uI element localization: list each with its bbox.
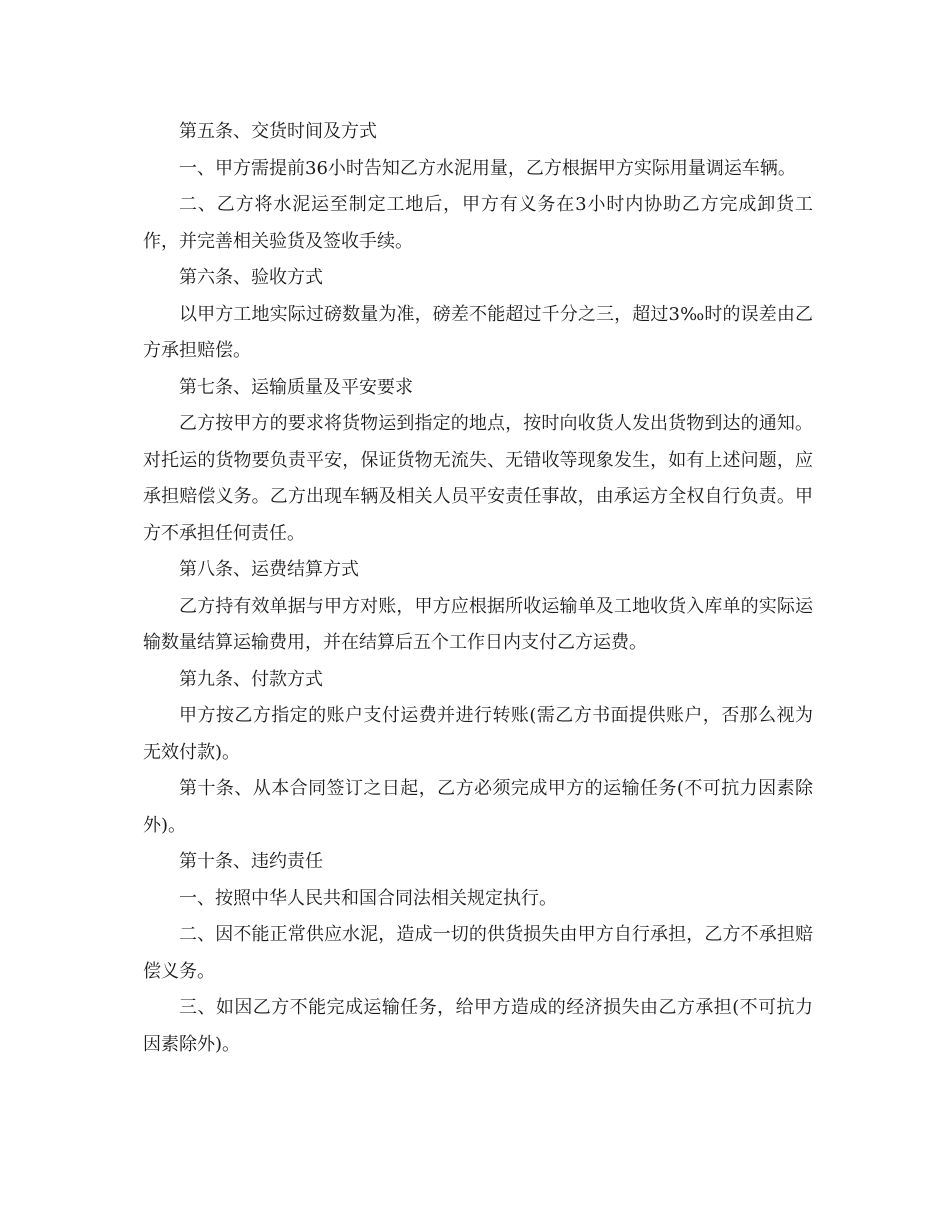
article-8-heading: 第八条、运费结算方式: [179, 559, 359, 580]
article-5-clause-1: 一、甲方需提前36小时告知乙方水泥用量，乙方根据甲方实际用量调运车辆。: [179, 157, 796, 179]
article-10b-clause-1: 一、按照中华人民共和国合同法相关规定执行。: [179, 887, 557, 909]
article-10b-heading: 第十条、违约责任: [179, 851, 323, 872]
article-9-heading: 第九条、付款方式: [179, 668, 323, 690]
article-8-body: 乙方持有效单据与甲方对账，甲方应根据所收运输单及工地收货入库单的实际运输数量结算运输费用，并在结算后五个工作日内支付乙方运费。: [143, 595, 813, 653]
article-10b-clause-2: 二、因不能正常供应水泥，造成一切的供货损失由甲方自行承担，乙方不承担赔偿义务。: [143, 924, 813, 982]
document-body: [143, 114, 813, 1063]
article-10-paragraph: 第十条、从本合同签订之日起，乙方必须完成甲方的运输任务(不可抗力因素除外)。: [143, 778, 813, 836]
article-7-heading: 第七条、运输质量及平安要求: [179, 376, 413, 398]
article-6-heading: 第六条、验收方式: [179, 267, 323, 288]
article-7-body: 乙方按甲方的要求将货物运到指定的地点，按时向收货人发出货物到达的通知。对托运的货物要负责平安，保证货物无流失、无错收等现象发生，如有上述问题，应承担赔偿义务。乙方出现车辆及相关人员平安责任事故，由承运方全权自行负责。甲方不承担任何责任。: [143, 413, 813, 544]
article-6-body: 以甲方工地实际过磅数量为准，磅差不能超过千分之三，超过3‰时的误差由乙方承担赔偿。: [143, 303, 813, 361]
article-5-clause-2: 二、乙方将水泥运至制定工地后，甲方有义务在3小时内协助乙方完成卸货工作，并完善相关验货及签收手续。: [143, 194, 813, 252]
article-10b-clause-3: 三、如因乙方不能完成运输任务，给甲方造成的经济损失由乙方承担(不可抗力因素除外)。: [143, 997, 813, 1055]
article-9-body: 甲方按乙方指定的账户支付运费并进行转账(需乙方书面提供账户，否那么视为无效付款)。: [143, 705, 813, 763]
article-5-heading: 第五条、交货时间及方式: [179, 121, 377, 142]
